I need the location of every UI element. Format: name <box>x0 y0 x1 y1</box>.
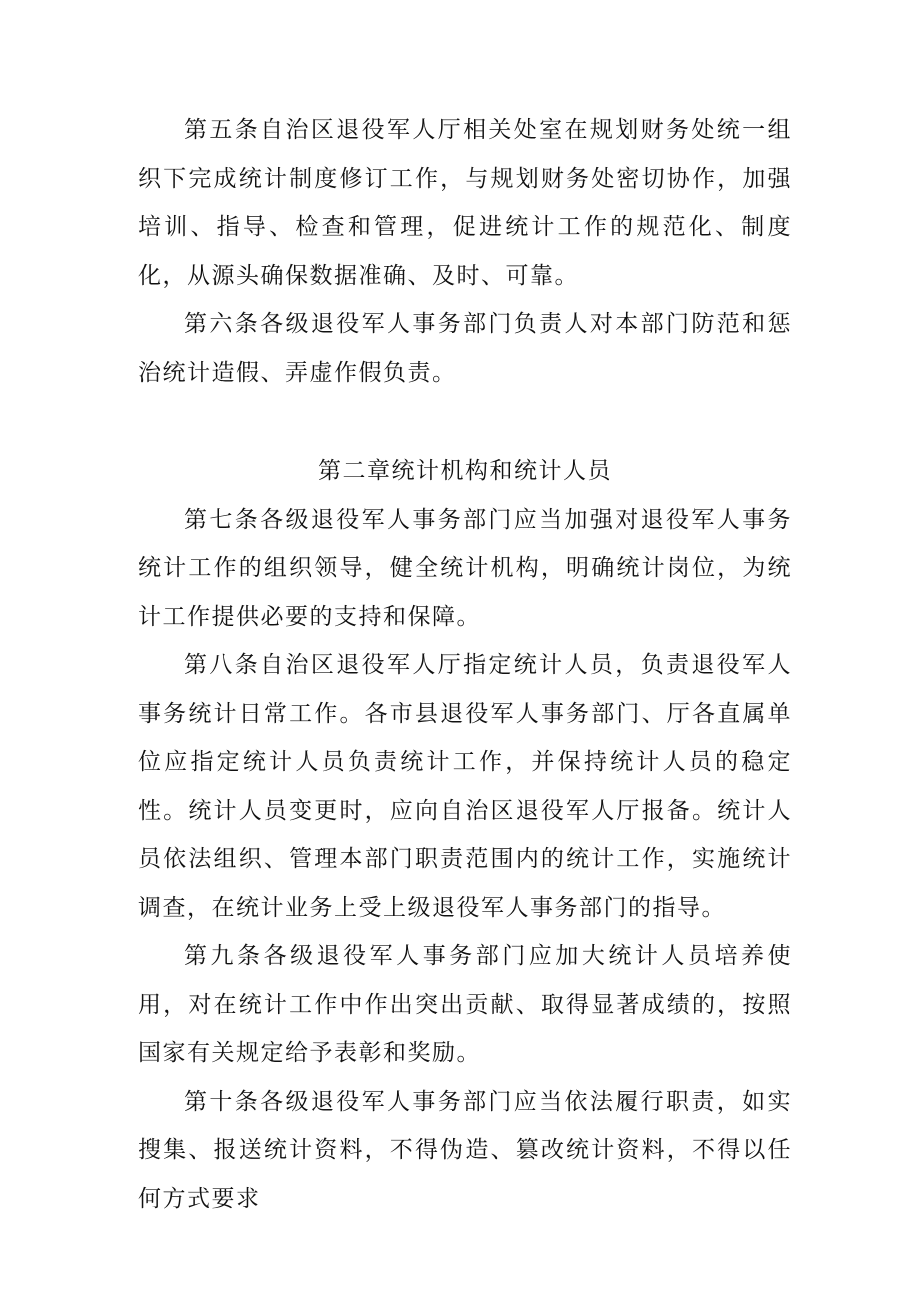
article-7-paragraph: 第七条各级退役军人事务部门应当加强对退役军人事务统计工作的组织领导，健全统计机构，明确统计岗位，为统计工作提供必要的支持和保障。 <box>138 506 792 630</box>
article-5-paragraph: 第五条自治区退役军人厅相关处室在规划财务处统一组织下完成统计制度修订工作，与规划财务处密切协作，加强培训、指导、检查和管理，促进统计工作的规范化、制度化，从源头确保数据准确、及时、可靠。 <box>138 117 792 289</box>
article-8-paragraph: 第八条自治区退役军人厅指定统计人员，负责退役军人事务统计日常工作。各市县退役军人事务部门、厅各直属单位应指定统计人员负责统计工作，并保持统计人员的稳定性。统计人员变更时，应向自治区退役军人厅报备。统计人员依法组织、管理本部门职责范围内的统计工作，实施统计调查，在统计业务上受上级退役军人事务部门的指导。 <box>138 652 792 921</box>
document-body <box>138 106 792 1223</box>
article-10-paragraph: 第十条各级退役军人事务部门应当依法履行职责，如实搜集、报送统计资料，不得伪造、篡改统计资料，不得以任何方式要求 <box>138 1088 792 1212</box>
article-9-paragraph: 第九条各级退役军人事务部门应加大统计人员培养使用，对在统计工作中作出突出贡献、取得显著成绩的，按照国家有关规定给予表彰和奖励。 <box>138 943 792 1066</box>
article-6-paragraph: 第六条各级退役军人事务部门负责人对本部门防范和惩治统计造假、弄虚作假负责。 <box>138 311 792 386</box>
chapter-title: 第二章统计机构和统计人员 <box>318 458 612 484</box>
